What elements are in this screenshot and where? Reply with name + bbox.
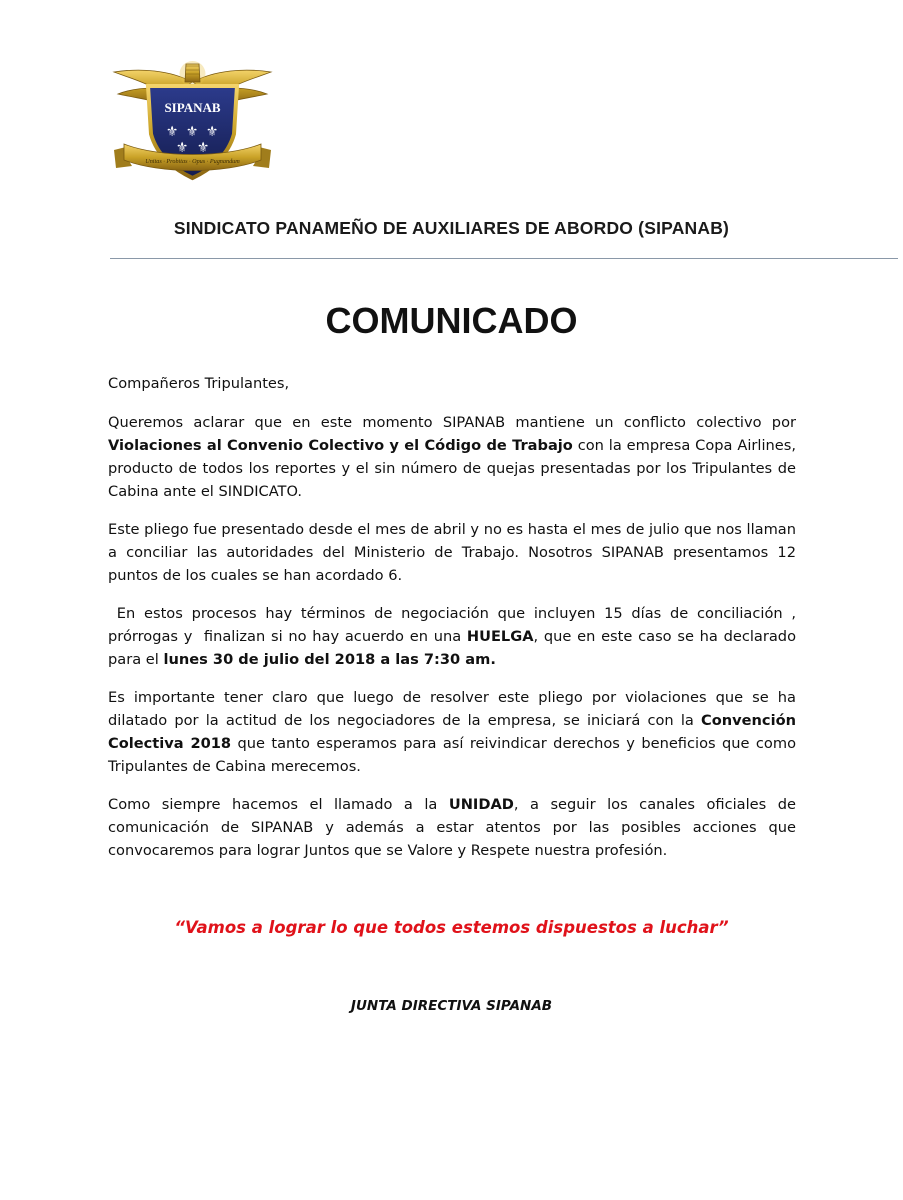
document-body <box>108 372 801 877</box>
svg-text:⚜: ⚜ <box>205 124 219 140</box>
document-title: COMUNICADO <box>325 300 578 341</box>
svg-text:⚜: ⚜ <box>196 140 210 156</box>
paragraph-2: Este pliego fue presentado desde el mes de abril y no es hasta el mes de julio que nos llaman a conciliar las autoridades del Ministerio de Trabajo. Nosotros SIPANAB presentamos 12 puntos de los cuales se han acordado 6. <box>108 521 796 584</box>
sipanab-logo <box>110 52 275 190</box>
greeting: Compañeros Tripulantes, <box>108 375 290 392</box>
organization-name: SINDICATO PANAMEÑO DE AUXILIARES DE ABORDO (SIPANAB) <box>173 218 730 238</box>
paragraph-1: Queremos aclarar que en este momento SIPANAB mantiene un conflicto colectivo por Violaciones al Convenio Colectivo y el Código de Trabajo con la empresa Copa Airlines, producto de todos los reportes y el sin número de quejas presentadas por los Tripulantes de Cabina ante el SINDICATO. <box>108 414 796 500</box>
closing-quote: “Vamos a lograr lo que todos estemos dispuestos a luchar” <box>174 918 729 937</box>
fist-emblem <box>180 61 206 87</box>
header-divider <box>110 258 898 259</box>
svg-text:⚜: ⚜ <box>175 140 189 156</box>
svg-text:⚜: ⚜ <box>165 124 179 140</box>
logo-motto: Unitas · Probitas · Opus · Pugnandum <box>145 158 240 165</box>
paragraph-3: En estos procesos hay términos de negociación que incluyen 15 días de conciliación , prórrogas y finalizan si no hay acuerdo en una HUELGA, que en este caso se ha declarado para el lunes 30 de julio del 2018 a las 7:30 am. <box>108 605 801 668</box>
svg-text:⚜: ⚜ <box>185 124 199 140</box>
logo-text: SIPANAB <box>164 100 221 115</box>
signature: JUNTA DIRECTIVA SIPANAB <box>350 998 553 1014</box>
paragraph-5: Como siempre hacemos el llamado a la UNIDAD, a seguir los canales oficiales de comunicación de SIPANAB y además a estar atentos por las posibles acciones que convocaremos para lograr Juntos que se Valore y Respete nuestra profesión. <box>108 796 796 859</box>
paragraph-4: Es importante tener claro que luego de resolver este pliego por violaciones que se ha dilatado por la actitud de los negociadores de la empresa, se iniciará con la Convención Colectiva 2018 que tanto esperamos para así reivindicar derechos y beneficios que como Tripulantes de Cabina merecemos. <box>108 689 796 775</box>
